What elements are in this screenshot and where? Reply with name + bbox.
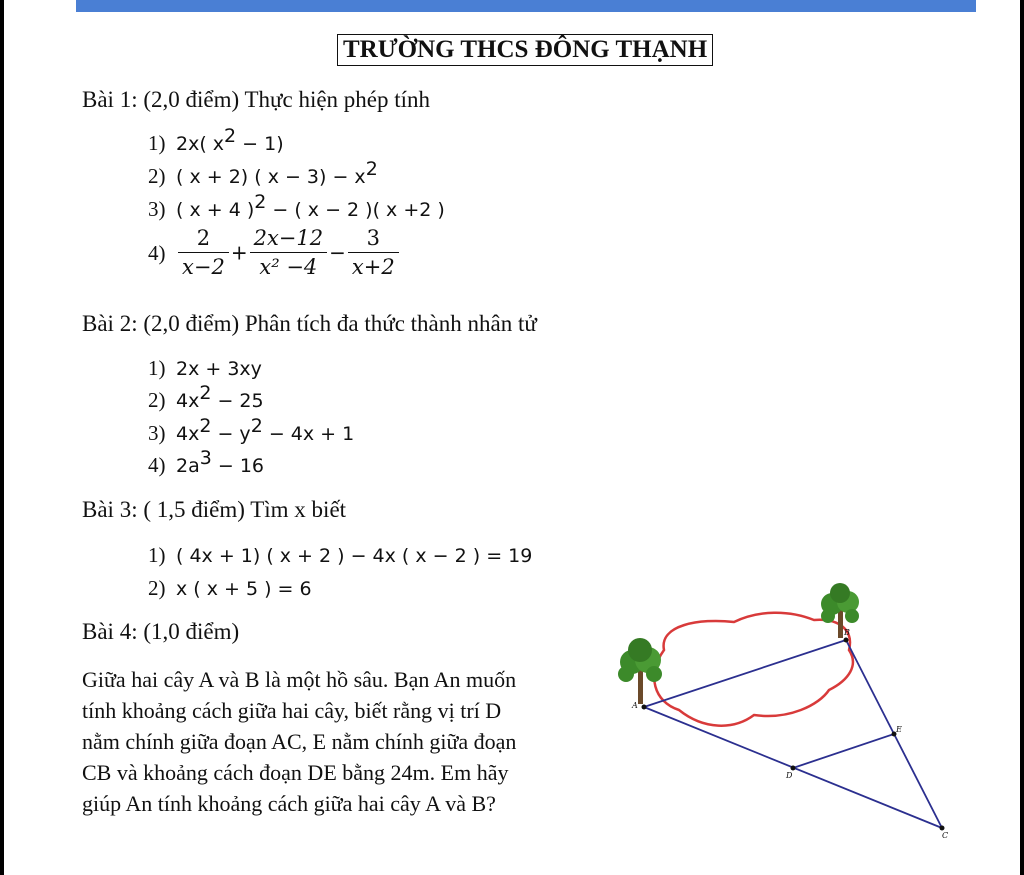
document-page	[4, 0, 1020, 875]
numerator: 2	[178, 226, 229, 253]
expression-tail: − ( x − 2 )( x +2 )	[266, 199, 445, 221]
expression-mid: − y	[211, 423, 251, 445]
label-C: C	[942, 831, 949, 840]
item-number: 4)	[148, 453, 166, 477]
label-A: A	[632, 701, 638, 710]
bai4-heading: Bài 4: (1,0 điểm)	[82, 619, 240, 644]
point-D	[791, 766, 796, 771]
expression: 4x	[176, 423, 200, 445]
bai1-item-1	[148, 125, 284, 157]
expression: 2a	[176, 455, 200, 477]
numerator: 2x−12	[250, 226, 328, 253]
expression-tail: − 16	[211, 455, 265, 477]
text-line: nằm chính giữa đoạn AC, E nằm chính giữa đoạn	[82, 729, 517, 754]
exponent: 2	[250, 415, 263, 437]
expression: ( 4x + 1) ( x + 2 ) − 4x ( x − 2 ) = 19	[176, 545, 533, 567]
text-line: CB và khoảng cách đoạn DE bằng 24m. Em hãy	[82, 760, 509, 785]
bai2-item-4	[148, 447, 265, 479]
bai1-heading: Bài 1: (2,0 điểm) Thực hiện phép tính	[82, 87, 431, 112]
bai3-item-1	[148, 542, 532, 569]
operator-plus: +	[230, 240, 248, 265]
expression-tail: − 1)	[236, 133, 284, 155]
fraction-1	[178, 226, 229, 279]
bai1-item-2	[148, 158, 378, 190]
expression: ( x + 2) ( x − 3) − x	[176, 166, 366, 188]
lake-triangle-diagram	[604, 580, 984, 850]
text-line: Giữa hai cây A và B là một hồ sâu. Bạn An muốn	[82, 667, 517, 692]
point-C	[940, 826, 945, 831]
expression: x ( x + 5 ) = 6	[176, 578, 312, 600]
denominator: x² −4	[259, 255, 318, 279]
item-number: 2)	[148, 576, 166, 600]
item-number: 2)	[148, 164, 166, 188]
point-B	[844, 638, 849, 643]
exponent: 2	[199, 382, 212, 404]
label-B: B	[844, 628, 850, 637]
expression: 4x	[176, 390, 200, 412]
segment-DE	[793, 734, 894, 768]
lake-outline	[654, 613, 853, 726]
operator-minus: −	[329, 240, 346, 265]
denominator: x+2	[351, 255, 395, 279]
exponent: 2	[199, 415, 212, 437]
bai3-heading: Bài 3: ( 1,5 điểm) Tìm x biết	[82, 497, 347, 522]
bai2-item-3	[148, 415, 355, 447]
denominator: x−2	[182, 255, 225, 279]
expression: 2x + 3xy	[176, 358, 262, 380]
text-line: tính khoảng cách giữa hai cây, biết rằng vị trí D	[82, 698, 502, 723]
bai2-item-1	[148, 355, 262, 382]
fraction-3	[348, 226, 399, 279]
exponent: 3	[199, 447, 212, 469]
item-number: 3)	[148, 197, 166, 221]
item-number: 1)	[148, 131, 166, 155]
exponent: 2	[254, 191, 267, 213]
bai3-item-2	[148, 575, 312, 602]
bai1-item-4	[148, 226, 401, 279]
label-E: E	[896, 725, 902, 734]
tree-B-icon	[821, 583, 859, 638]
item-number: 3)	[148, 421, 166, 445]
bai1-item-3	[148, 191, 445, 223]
segment-AB	[644, 640, 846, 707]
triangle-lines	[644, 640, 942, 828]
item-number: 1)	[148, 543, 166, 567]
exponent: 2	[224, 125, 237, 147]
expression-tail: − 25	[211, 390, 264, 412]
expression-tail: − 4x + 1	[262, 423, 355, 445]
item-number: 1)	[148, 356, 166, 380]
school-title: TRƯỜNG THCS ĐÔNG THẠNH	[337, 34, 713, 66]
vertex-points	[642, 638, 945, 831]
point-A	[642, 705, 647, 710]
bai2-heading: Bài 2: (2,0 điểm) Phân tích đa thức thành nhân tử	[82, 311, 537, 336]
expression: ( x + 4 )	[176, 199, 255, 221]
text-line: giúp An tính khoảng cách giữa hai cây A và B?	[82, 791, 496, 816]
label-D: D	[786, 771, 793, 780]
item-number: 2)	[148, 388, 166, 412]
exponent: 2	[365, 158, 378, 180]
numerator: 3	[348, 226, 399, 253]
expression: 2x( x	[176, 133, 225, 155]
item-number: 4)	[148, 240, 166, 265]
top-banner	[76, 0, 976, 12]
bai2-item-2	[148, 382, 264, 414]
fraction-2	[250, 226, 328, 279]
bai4-problem-text	[82, 664, 597, 819]
tree-A-icon	[618, 638, 662, 704]
